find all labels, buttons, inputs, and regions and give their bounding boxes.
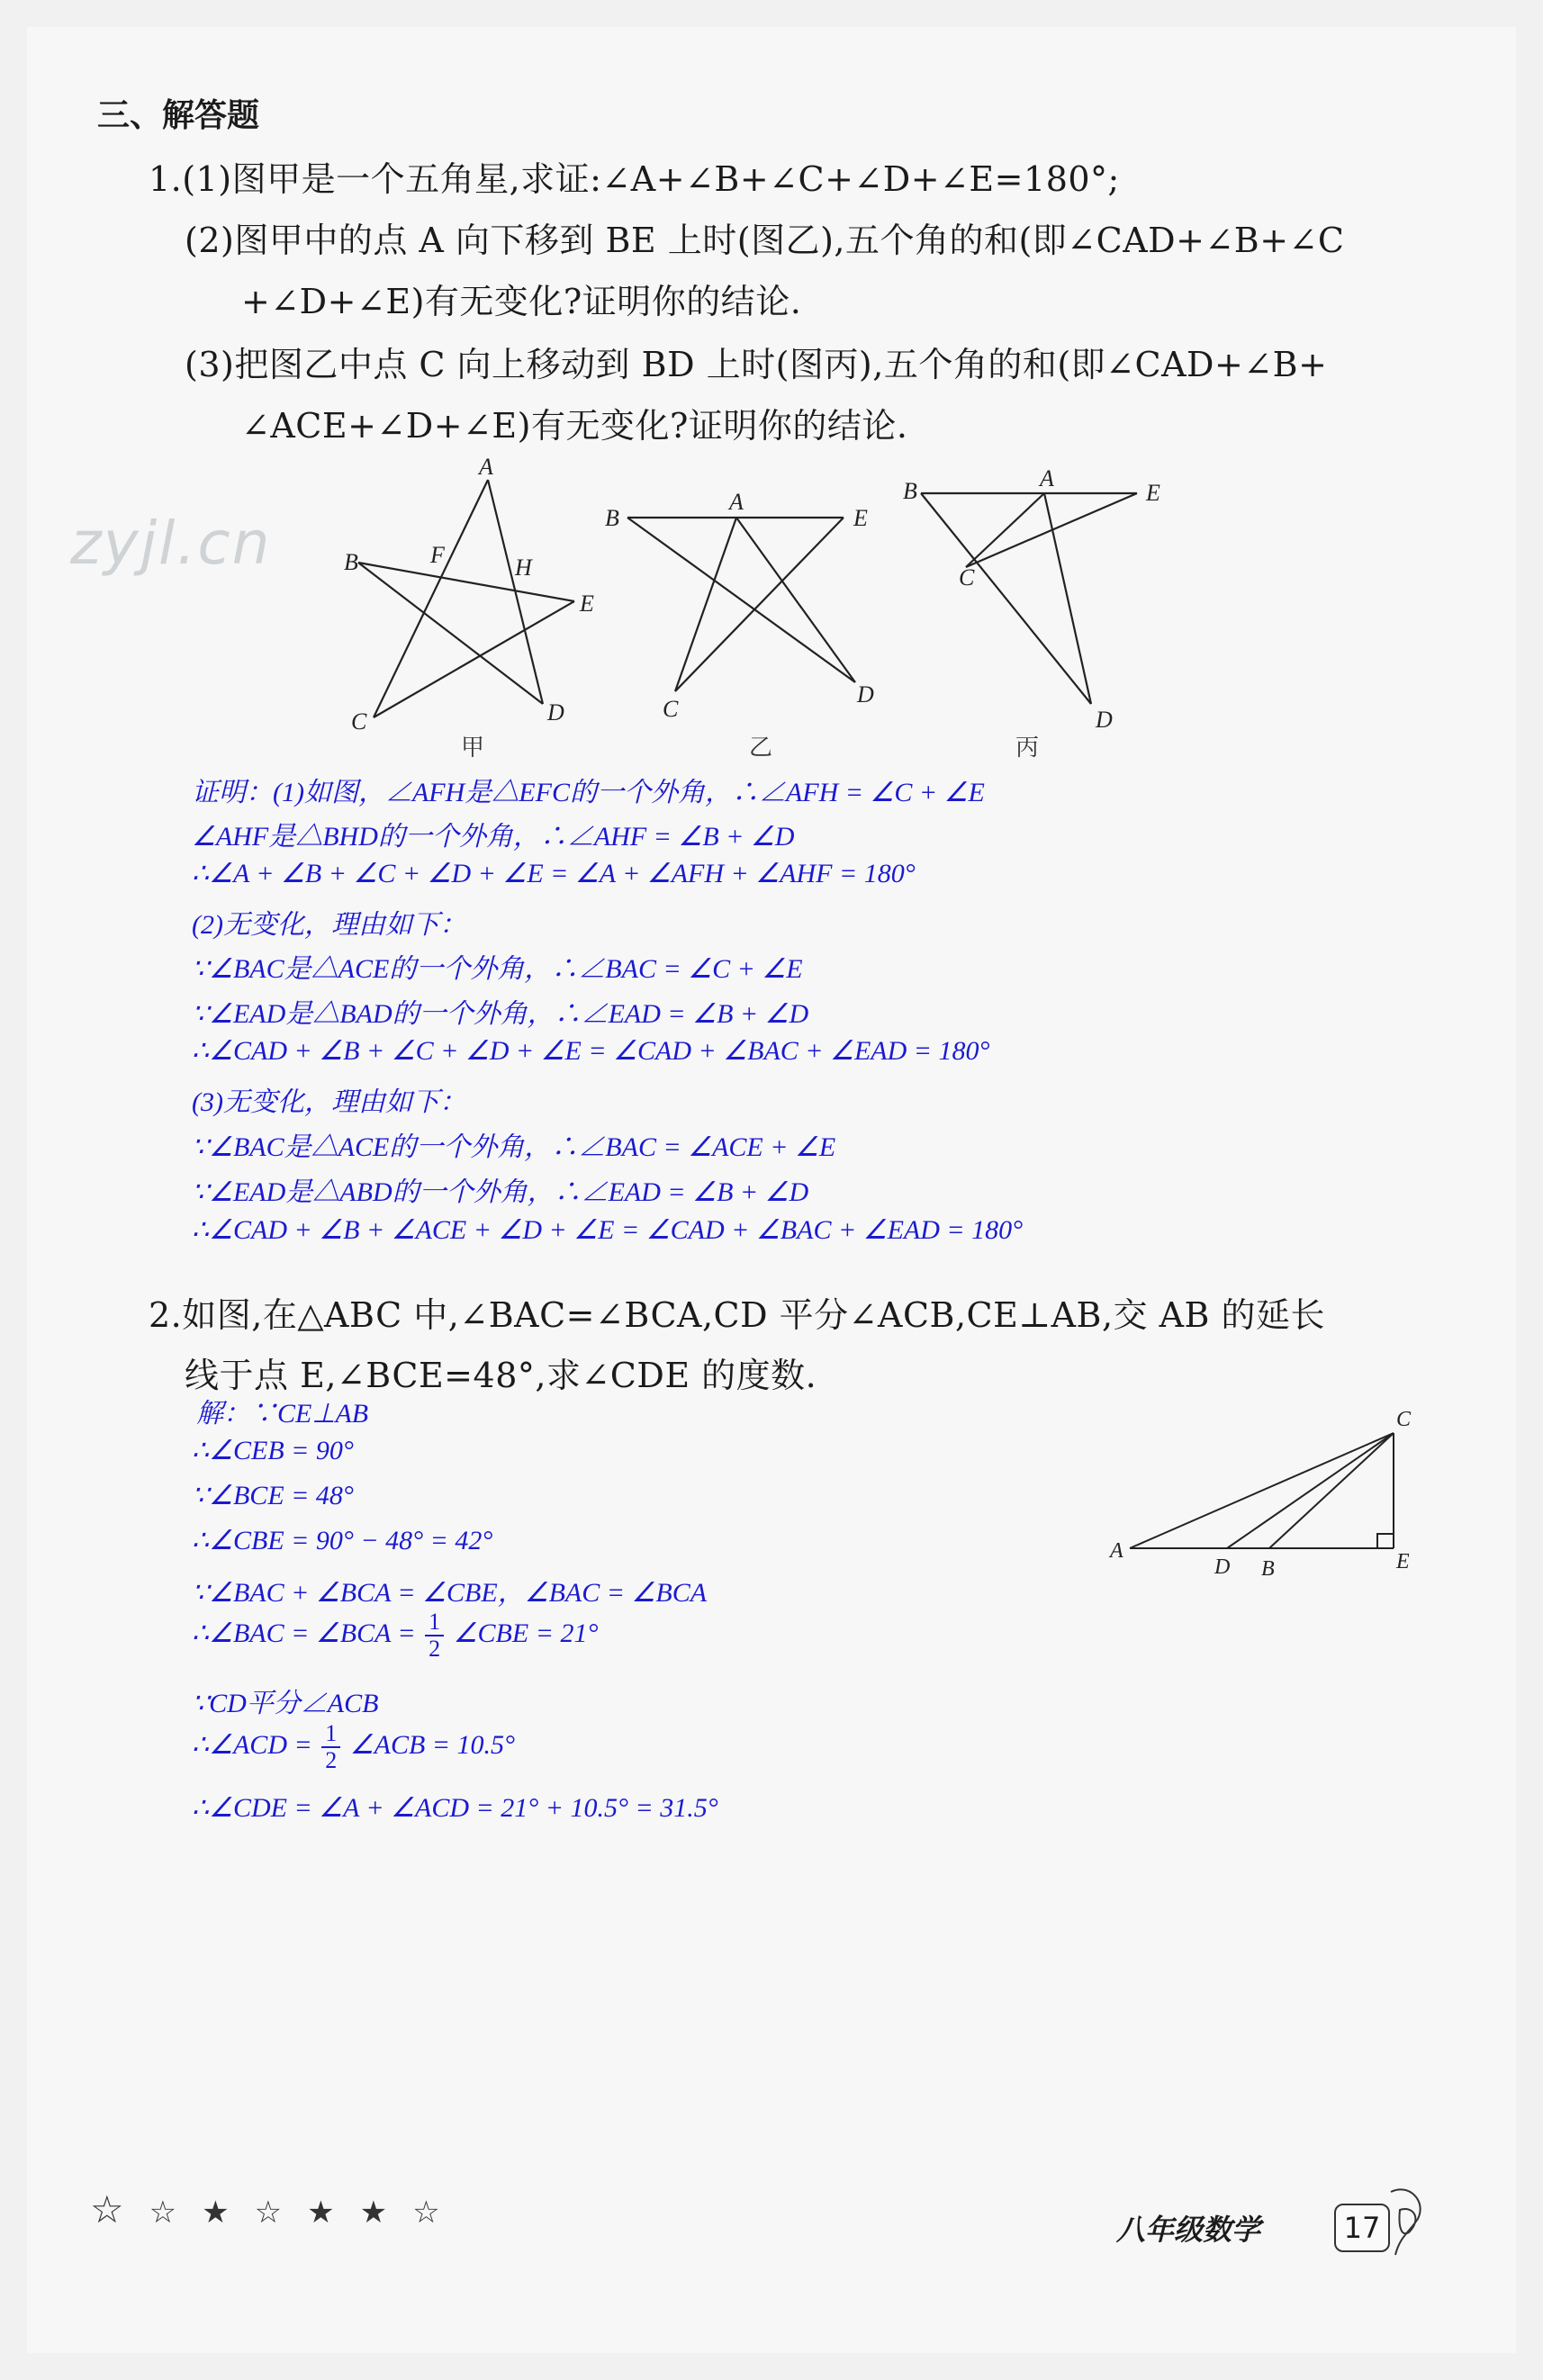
fraction-half	[321, 1721, 340, 1773]
label-B: B	[605, 505, 619, 531]
answer2-line3: ∵∠BCE = 48°	[192, 1481, 354, 1510]
footer-stars	[90, 2187, 440, 2231]
label-C: C	[663, 696, 679, 720]
fraction-num: 1	[425, 1609, 444, 1636]
answer2-line6	[192, 1609, 598, 1662]
label-E: E	[853, 505, 868, 531]
figure-bing	[896, 468, 1175, 738]
page-number: 17	[1343, 2211, 1381, 2245]
answer1-line10: ∵∠EAD是△ABD的一个外角，∴∠EAD = ∠B + ∠D	[192, 1177, 809, 1207]
answer2-line1: 解：∵CE⊥AB	[196, 1399, 369, 1429]
star-icon: ☆	[412, 2195, 440, 2231]
answer1-line6: ∵∠EAD是△BAD的一个外角，∴∠EAD = ∠B + ∠D	[192, 999, 809, 1029]
answer1-line9: ∵∠BAC是△ACE的一个外角，∴∠BAC = ∠ACE + ∠E	[192, 1132, 836, 1162]
answer2-line7: ∵CD平分∠ACB	[192, 1689, 379, 1718]
answer1-line11: ∴∠CAD + ∠B + ∠ACE + ∠D + ∠E = ∠CAD + ∠BAC + ∠EAD = 180°	[192, 1215, 1024, 1245]
figure-jia	[333, 455, 612, 743]
label-B: B	[344, 549, 358, 575]
label-E: E	[580, 590, 594, 617]
q2-line2: 线于点 E,∠BCE=48°,求∠CDE 的度数.	[185, 1356, 817, 1395]
answer1-line3: ∴∠A + ∠B + ∠C + ∠D + ∠E = ∠A + ∠AFH + ∠AHF = 180°	[192, 859, 916, 888]
label-E: E	[1146, 480, 1160, 506]
leaf-icon	[1382, 2183, 1436, 2264]
q1-line4: (3)把图乙中点 C 向上移动到 BD 上时(图丙),五个角的和(即∠CAD+∠B+	[185, 345, 1328, 384]
watermark: zyjl.cn	[70, 509, 272, 578]
label-D: D	[1214, 1555, 1231, 1575]
fraction-den: 2	[325, 1747, 338, 1773]
label-F: F	[430, 542, 445, 568]
caption-jia: 甲	[461, 735, 485, 762]
star-icon: ☆	[90, 2187, 124, 2231]
answer2-line5: ∵∠BAC + ∠BCA = ∠CBE，∠BAC = ∠BCA	[192, 1578, 708, 1608]
caption-yi: 乙	[749, 735, 773, 762]
answer2-line8-post: ∠ACB = 10.5°	[349, 1729, 516, 1760]
star-icon: ★	[307, 2195, 335, 2231]
answer1-line5: ∵∠BAC是△ACE的一个外角，∴∠BAC = ∠C + ∠E	[192, 954, 803, 984]
star-icon: ★	[359, 2195, 388, 2231]
figure-yi	[594, 486, 882, 720]
star-icon: ☆	[254, 2195, 283, 2231]
answer1-line7: ∴∠CAD + ∠B + ∠C + ∠D + ∠E = ∠CAD + ∠BAC + ∠EAD = 180°	[192, 1036, 990, 1066]
book-title: 八年级数学	[1116, 2213, 1261, 2247]
label-D: D	[1096, 707, 1113, 733]
label-B: B	[903, 478, 917, 504]
answer1-line1: 证明：(1)如图，∠AFH是△EFC的一个外角，∴∠AFH = ∠C + ∠E	[192, 778, 985, 807]
label-D: D	[547, 699, 564, 726]
label-B: B	[1261, 1557, 1275, 1575]
fraction-half	[425, 1609, 444, 1662]
answer2-line2: ∴∠CEB = 90°	[192, 1436, 354, 1465]
label-C: C	[959, 564, 975, 590]
caption-bing: 丙	[1015, 735, 1040, 762]
q1-line3: +∠D+∠E)有无变化?证明你的结论.	[241, 282, 802, 321]
answer2-line6-post: ∠CBE = 21°	[453, 1618, 599, 1648]
section-title: 三、解答题	[97, 97, 260, 134]
q2-line1: 2.如图,在△ABC 中,∠BAC=∠BCA,CD 平分∠ACB,CE⊥AB,交 AB 的延长	[149, 1295, 1326, 1335]
answer1-line8: (3)无变化，理由如下：	[192, 1087, 466, 1117]
answer2-line4: ∴∠CBE = 90° − 48° = 42°	[192, 1526, 493, 1555]
fraction-den: 2	[429, 1636, 441, 1662]
answer2-line6-pre: ∴∠BAC = ∠BCA =	[192, 1618, 416, 1648]
label-E: E	[1396, 1550, 1410, 1573]
fraction-num: 1	[321, 1721, 340, 1748]
answer2-line8	[192, 1721, 515, 1773]
label-A: A	[479, 455, 493, 480]
q1-line5: ∠ACE+∠D+∠E)有无变化?证明你的结论.	[241, 406, 908, 446]
q1-line1: 1.(1)图甲是一个五角星,求证:∠A+∠B+∠C+∠D+∠E=180°;	[149, 159, 1120, 199]
answer1-line2: ∠AHF是△BHD的一个外角，∴∠AHF = ∠B + ∠D	[192, 822, 795, 852]
star-icon: ☆	[149, 2195, 177, 2231]
label-D: D	[857, 681, 874, 708]
label-H: H	[515, 554, 532, 581]
figure-q2	[1103, 1404, 1427, 1575]
label-A: A	[729, 489, 744, 515]
q1-line2: (2)图甲中的点 A 向下移到 BE 上时(图乙),五个角的和(即∠CAD+∠B+∠C	[185, 221, 1345, 260]
label-A: A	[1110, 1539, 1123, 1563]
label-A: A	[1040, 468, 1054, 491]
star-icon: ★	[202, 2195, 230, 2231]
answer2-line8-pre: ∴∠ACD =	[192, 1729, 312, 1760]
answer2-line9: ∴∠CDE = ∠A + ∠ACD = 21° + 10.5° = 31.5°	[192, 1793, 718, 1823]
answer1-line4: (2)无变化，理由如下：	[192, 910, 466, 940]
label-C: C	[1396, 1408, 1412, 1431]
label-C: C	[351, 708, 367, 735]
